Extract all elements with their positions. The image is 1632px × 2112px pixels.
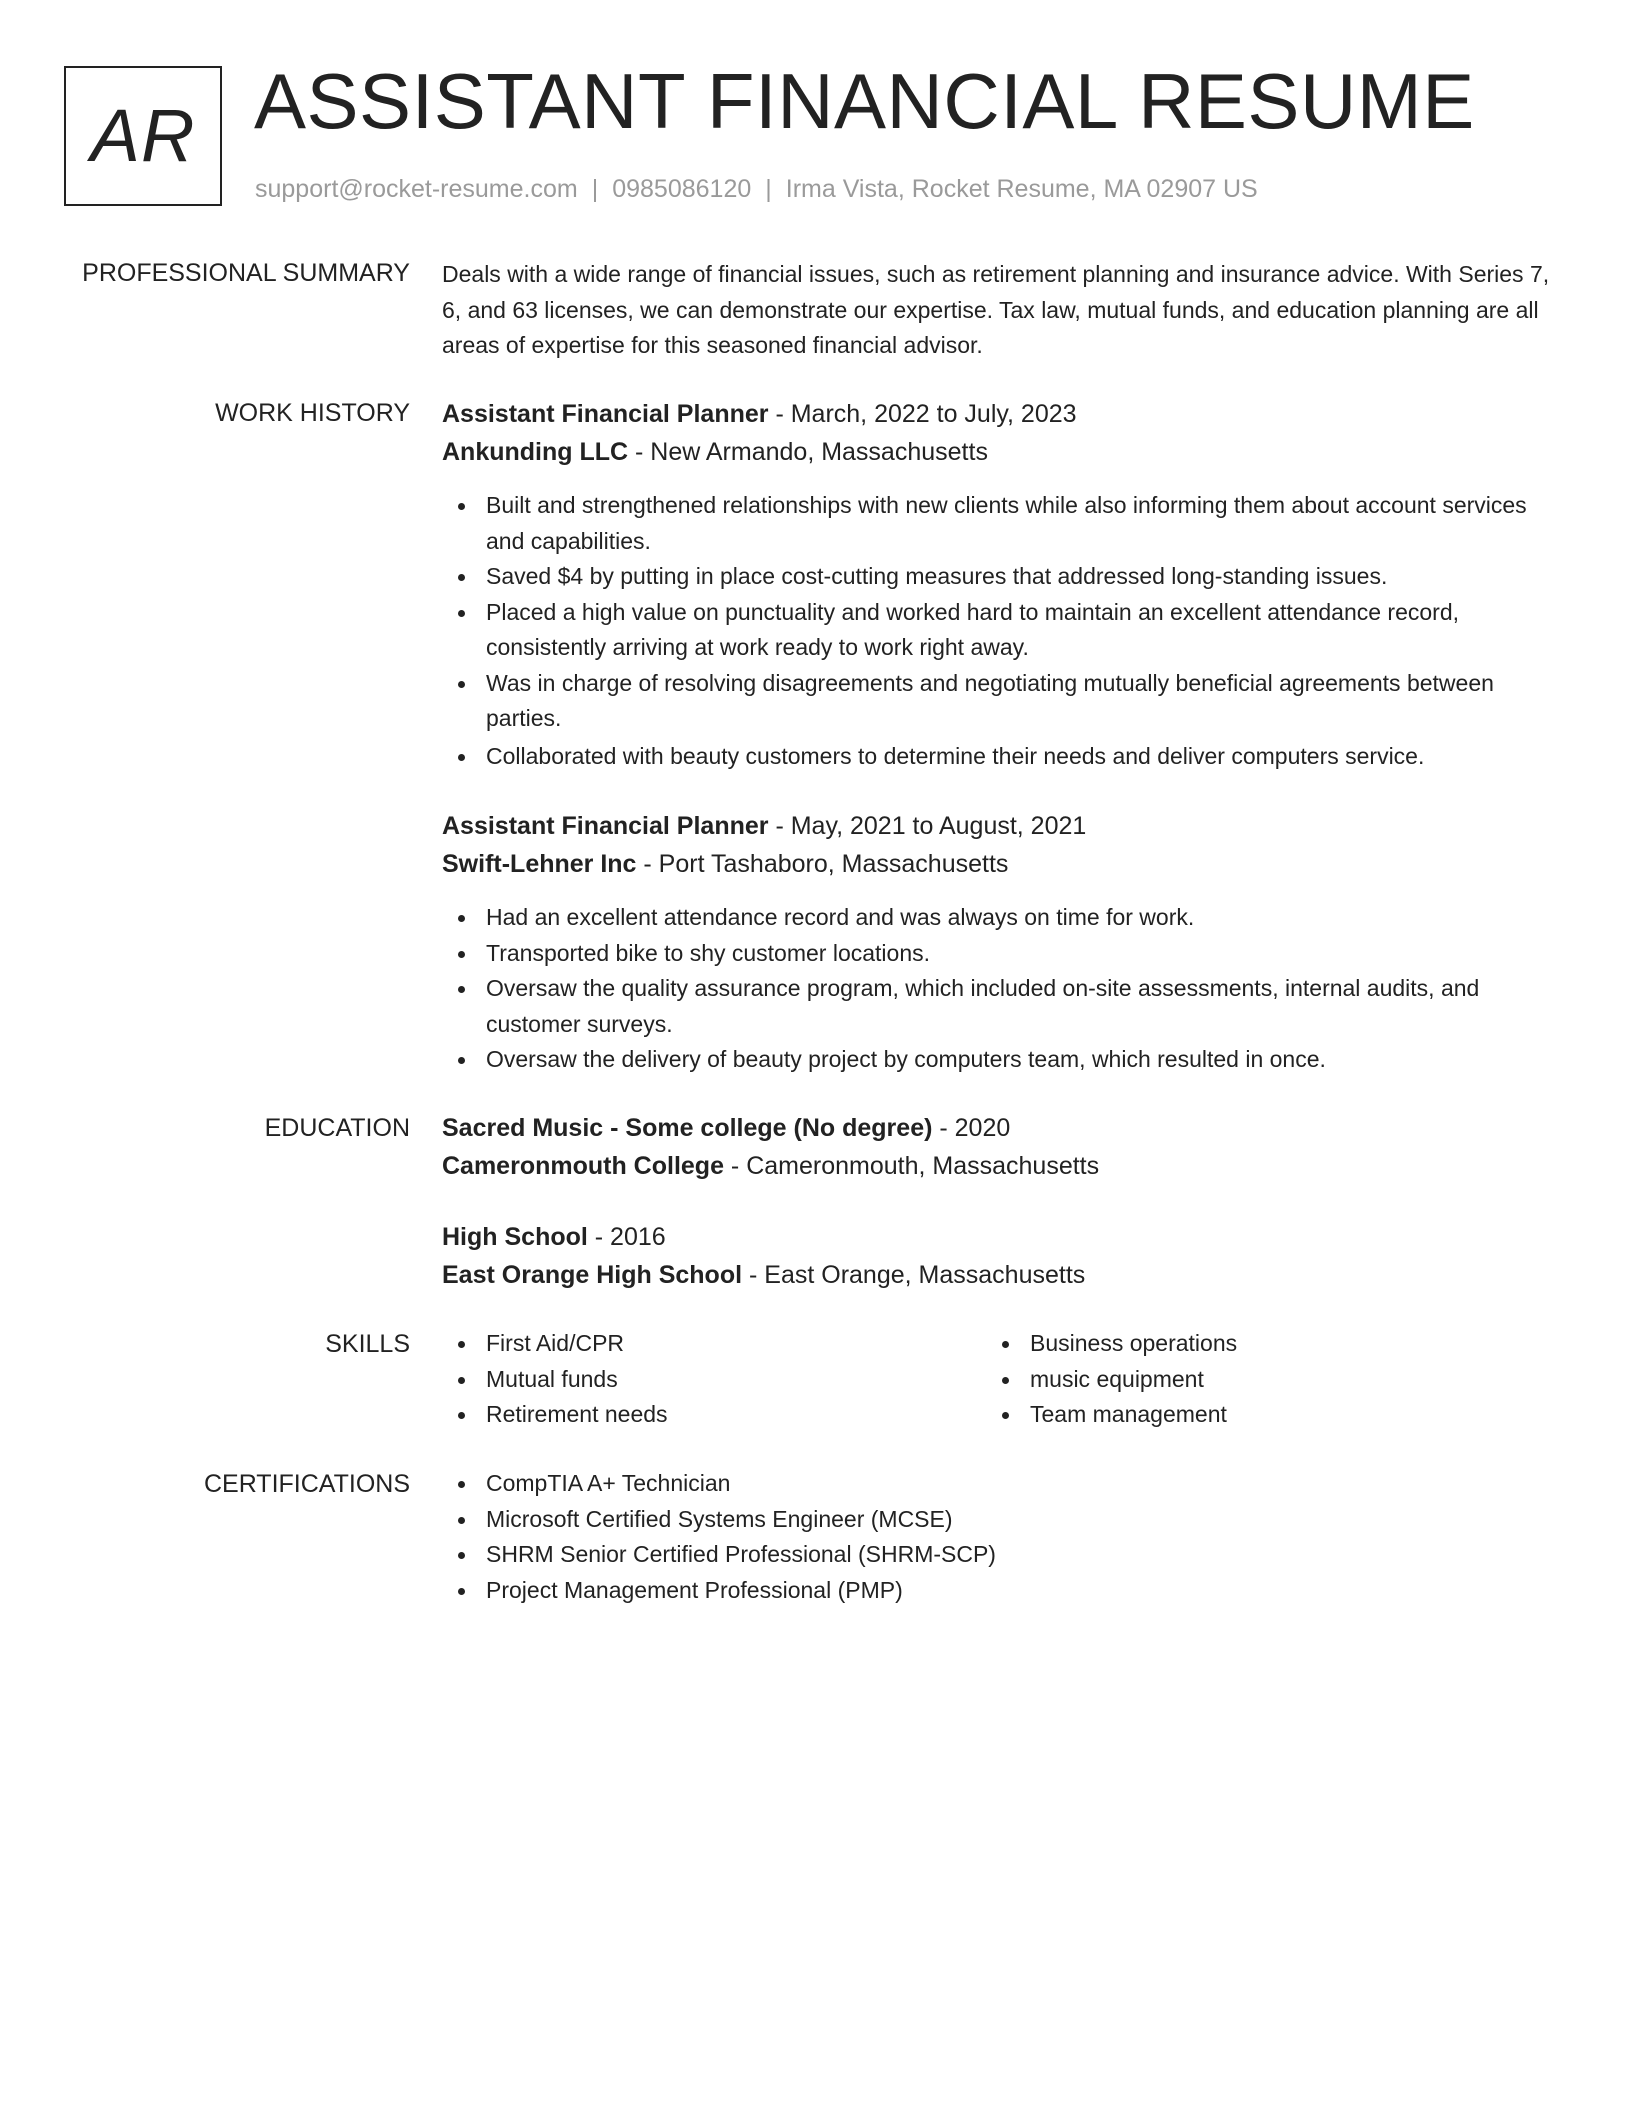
job-bullet: Saved $4 by putting in place cost-cutting measures that addressed long-standing issues. [442, 559, 1562, 595]
certification-item: Microsoft Certified Systems Engineer (MCSE) [442, 1502, 1562, 1538]
job-location: - New Armando, Massachusetts [628, 438, 988, 466]
job-bullet: Collaborated with beauty customers to determine their needs and deliver computers service. [442, 739, 1562, 775]
certifications-list [442, 1466, 1562, 1608]
monogram-box [64, 66, 222, 206]
job-company-line [442, 433, 1562, 471]
job-title: Assistant Financial Planner [442, 812, 769, 840]
work-history-heading: WORK HISTORY [215, 399, 410, 427]
skills-column-left [442, 1326, 986, 1433]
contact-separator: | [591, 175, 599, 203]
job-location: - Port Tashaboro, Massachusetts [636, 850, 1009, 878]
job-dates: - March, 2022 to July, 2023 [768, 400, 1077, 428]
job-bullet: Placed a high value on punctuality and worked hard to maintain an excellent attendance record, consistently arriving at work ready to work right away. [442, 595, 1562, 666]
education-school-line [442, 1147, 1562, 1185]
job-company-line [442, 845, 1562, 883]
skill-item: Mutual funds [442, 1362, 986, 1398]
education-location: - East Orange, Massachusetts [742, 1261, 1086, 1289]
education-year: - 2016 [587, 1223, 666, 1251]
education-degree-line [442, 1109, 1562, 1147]
contact-phone: 0985086120 [612, 175, 752, 203]
job-bullet: Transported bike to shy customer locations. [442, 936, 1562, 972]
education-school: East Orange High School [442, 1261, 743, 1289]
job-entry [442, 395, 1562, 774]
job-dates: - May, 2021 to August, 2021 [768, 812, 1087, 840]
job-bullets [442, 488, 1562, 774]
education-school-line [442, 1256, 1562, 1294]
education-location: - Cameronmouth, Massachusetts [723, 1152, 1100, 1180]
education-heading: EDUCATION [264, 1114, 410, 1142]
certification-item: CompTIA A+ Technician [442, 1466, 1562, 1502]
contact-separator: | [765, 175, 772, 203]
summary-text: Deals with a wide range of financial issues, such as retirement planning and insurance advice. With Series 7, 6, and 63 licenses, we can demonstrate our expertise. Tax law, mutual funds, and education planning are all areas of expertise for this seasoned financial advisor. [442, 261, 1550, 358]
education-degree: Sacred Music - Some college (No degree) [442, 1114, 933, 1142]
skill-item: music equipment [986, 1362, 1530, 1398]
contact-line [255, 174, 1258, 204]
skill-item: Business operations [986, 1326, 1530, 1362]
education-year: - 2020 [932, 1114, 1011, 1142]
job-bullets [442, 900, 1562, 1078]
certifications-heading: CERTIFICATIONS [203, 1470, 410, 1498]
job-title-line [442, 807, 1562, 845]
education-degree-line [442, 1218, 1562, 1256]
skill-item: First Aid/CPR [442, 1326, 986, 1362]
education-school: Cameronmouth College [442, 1152, 724, 1180]
certification-item: Project Management Professional (PMP) [442, 1573, 1562, 1609]
job-company: Ankunding LLC [442, 438, 629, 466]
job-title-line [442, 395, 1562, 433]
skills-column-right [986, 1326, 1530, 1433]
job-bullet: Built and strengthened relationships with new clients while also informing them about account services and capabilities. [442, 488, 1562, 559]
skill-item: Retirement needs [442, 1397, 986, 1433]
job-company: Swift-Lehner Inc [442, 850, 637, 878]
job-bullet: Had an excellent attendance record and was always on time for work. [442, 900, 1562, 936]
job-title: Assistant Financial Planner [442, 400, 769, 428]
education-entry [442, 1218, 1562, 1294]
education-entry [442, 1109, 1562, 1185]
job-bullet: Oversaw the quality assurance program, which included on-site assessments, internal audits, and customer surveys. [442, 971, 1562, 1042]
education-degree: High School [442, 1223, 588, 1251]
certification-item: SHRM Senior Certified Professional (SHRM-SCP) [442, 1537, 1562, 1573]
job-bullet: Was in charge of resolving disagreements and negotiating mutually beneficial agreements between parties. [442, 666, 1562, 737]
summary-heading: PROFESSIONAL SUMMARY [82, 259, 410, 287]
skills-grid [442, 1326, 1562, 1433]
job-bullet: Oversaw the delivery of beauty project by computers team, which resulted in once. [442, 1042, 1562, 1078]
resume-title: ASSISTANT FINANCIAL RESUME [254, 57, 1475, 145]
skill-item: Team management [986, 1397, 1530, 1433]
contact-address: Irma Vista, Rocket Resume, MA 02907 US [785, 175, 1258, 203]
job-entry [442, 807, 1562, 1078]
monogram-initials: AR [90, 94, 196, 177]
contact-email: support@rocket-resume.com [255, 175, 578, 203]
skills-heading: SKILLS [325, 1330, 410, 1358]
